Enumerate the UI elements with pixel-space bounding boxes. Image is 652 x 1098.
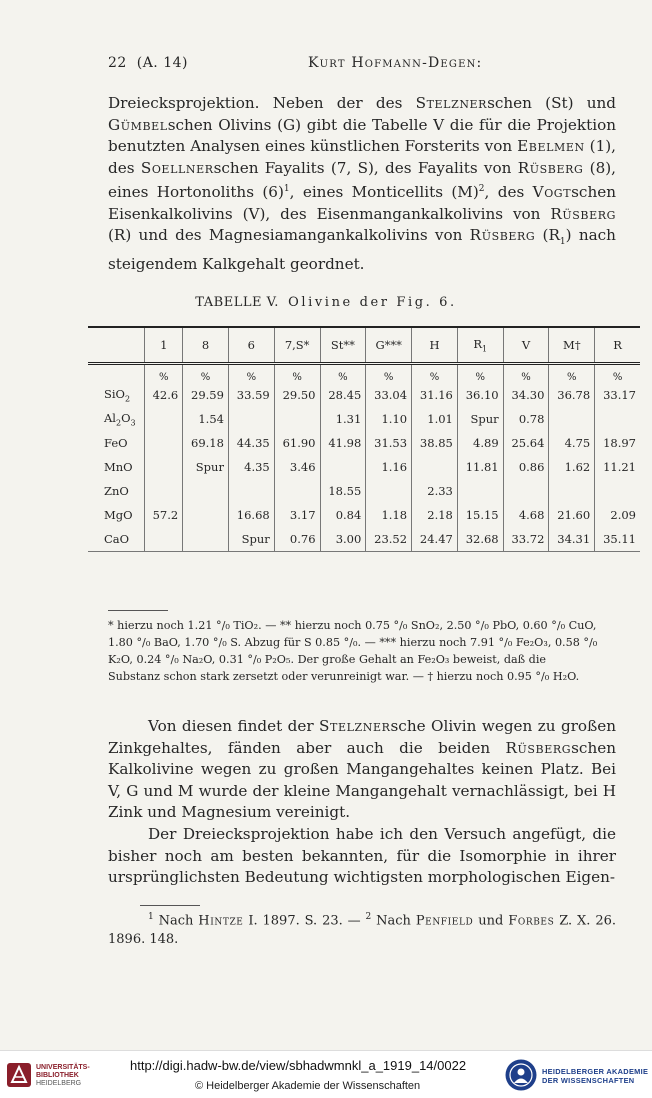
table-cell: 32.68: [457, 527, 503, 552]
table-cell: 16.68: [228, 503, 274, 527]
table-cell: 4.68: [503, 503, 549, 527]
table-row: [88, 407, 640, 431]
oxide-label: ZnO: [104, 484, 129, 498]
table-cell: 0.78: [503, 407, 549, 431]
table-cell: [183, 479, 229, 503]
table-cell: [183, 503, 229, 527]
table-cell: [320, 455, 366, 479]
oxide-label: MnO: [104, 460, 133, 474]
column-header: V: [503, 327, 549, 364]
paragraph-discussion: Von diesen findet der Stelznersche Olivin wegen zu großen Zinkgehaltes, fänden aber auch die beiden Rüsbergschen Kalkolivine wegen zu großen Mangangehaltes keinen Platz. Bei V, G und M wurde der kleine Mangangehalt vernachlässigt, bei H Zink und Magnesium vereinigt.: [108, 717, 616, 821]
table-cell: 1.62: [549, 455, 595, 479]
table-cell: [412, 455, 458, 479]
table-cell: 15.15: [457, 503, 503, 527]
table-cell: 1.18: [366, 503, 412, 527]
unit-cell: %: [412, 364, 458, 384]
unit-cell: %: [457, 364, 503, 384]
oxide-label: FeO: [104, 436, 128, 450]
oxide-label: $Al_2O_3$: [104, 410, 136, 428]
unit-cell: %: [228, 364, 274, 384]
table-cell: 28.45: [320, 383, 366, 407]
table-footnote: * hierzu noch 1.21 °/₀ TiO₂. — ** hierzu noch 0.75 °/₀ SnO₂, 2.50 °/₀ PbO, 0.60 °/₀ CuO, 1.80 °/₀ BaO, 1.70 °/₀ S. Abzug für S 0.85 °/₀. — *** hierzu noch 7.91 °/₀ Fe₂O₃, 0.58 °/₀ K₂O, 0.24 °/₀ Na₂O, 0.31 °/₀ P₂O₅. Der große Gehalt an Fe₂O₃ beweist, daß die Substanz schon stark zersetzt oder verunreinigt war. — † hierzu noch 0.95 °/₀ H₂O.: [108, 619, 598, 683]
table-cell: [503, 479, 549, 503]
table-cell: 34.30: [503, 383, 549, 407]
table-header-row: [88, 327, 640, 364]
table-cell: 1.01: [412, 407, 458, 431]
column-header: 7,S*: [274, 327, 320, 364]
table-cell: [274, 479, 320, 503]
column-header: 6: [228, 327, 274, 364]
table-caption: TABELLE V. Olivine der Fig. 6.: [195, 295, 457, 310]
table-cell: 29.59: [183, 383, 229, 407]
table-cell: 42.6: [145, 383, 183, 407]
table-cell: [457, 479, 503, 503]
table-cell: 31.53: [366, 431, 412, 455]
table-cell: 3.17: [274, 503, 320, 527]
table-cell: [145, 431, 183, 455]
table-cell: 18.55: [320, 479, 366, 503]
table-cell: 33.72: [503, 527, 549, 552]
table-cell: 35.11: [595, 527, 640, 552]
table-cell: 61.90: [274, 431, 320, 455]
library-emblem-icon: [6, 1062, 32, 1088]
table-cell: 24.47: [412, 527, 458, 552]
column-header: 8: [183, 327, 229, 364]
table-cell: [228, 479, 274, 503]
page-number: 22 (A. 14): [108, 55, 188, 71]
unit-cell: %: [183, 364, 229, 384]
column-header: H: [412, 327, 458, 364]
table-cell: 11.21: [595, 455, 640, 479]
unit-cell: %: [320, 364, 366, 384]
table-cell: Spur: [183, 455, 229, 479]
table-cell: [595, 407, 640, 431]
unit-cell: %: [549, 364, 595, 384]
table-cell: 2.33: [412, 479, 458, 503]
column-header: $R_1$: [457, 327, 503, 364]
table-cell: 44.35: [228, 431, 274, 455]
table-cell: 3.00: [320, 527, 366, 552]
table-cell: 33.04: [366, 383, 412, 407]
table-cell: 69.18: [183, 431, 229, 455]
table-cell: 2.18: [412, 503, 458, 527]
unit-cell: [88, 364, 145, 384]
table-row: [88, 455, 640, 479]
table-cell: [145, 527, 183, 552]
running-title: Kurt Hofmann-Degen:: [308, 55, 483, 71]
table-cell: [366, 479, 412, 503]
table-cell: 3.46: [274, 455, 320, 479]
table-cell: 33.59: [228, 383, 274, 407]
table-cell: [145, 479, 183, 503]
table-cell: 0.76: [274, 527, 320, 552]
column-header: G***: [366, 327, 412, 364]
academy-seal-icon: [504, 1058, 538, 1092]
table-cell: 31.16: [412, 383, 458, 407]
academy-logo[interactable]: HEIDELBERGER AKADEMIE DER WISSENSCHAFTEN: [504, 1058, 649, 1094]
olivine-table: [88, 326, 640, 552]
table-cell: 11.81: [457, 455, 503, 479]
table-cell: 18.97: [595, 431, 640, 455]
table-row: [88, 503, 640, 527]
table-cell: 1.16: [366, 455, 412, 479]
unit-row: [88, 364, 640, 384]
table-row: [88, 479, 640, 503]
unit-cell: %: [595, 364, 640, 384]
university-library-logo[interactable]: UNIVERSITÄTS- BIBLIOTHEK HEIDELBERG: [6, 1060, 116, 1092]
table-cell: [145, 407, 183, 431]
oxide-label: CaO: [88, 527, 145, 552]
copyright-notice: © Heidelberger Akademie der Wissenschaften: [195, 1080, 421, 1092]
permalink-url[interactable]: http://digi.hadw-bw.de/view/sbhadwmnkl_a_1919_14/0022: [130, 1058, 467, 1073]
table-cell: 36.78: [549, 383, 595, 407]
table-cell: 1.31: [320, 407, 366, 431]
table-cell: 1.10: [366, 407, 412, 431]
table-cell: 41.98: [320, 431, 366, 455]
table-cell: 0.84: [320, 503, 366, 527]
page-footnotes: $^1$ Nach Hintze I. 1897. S. 23. — $^2$ Nach Penfield und Forbes Z. X. 26. 1896. 148.: [108, 912, 616, 948]
unit-cell: %: [366, 364, 412, 384]
table-cell: [595, 479, 640, 503]
unit-cell: %: [145, 364, 183, 384]
table-cell: Spur: [228, 527, 274, 552]
page-footnote-divider: [140, 905, 200, 906]
column-header: St**: [320, 327, 366, 364]
table-cell: 36.10: [457, 383, 503, 407]
paragraph-projection: Der Dreiecksprojektion habe ich den Versuch angefügt, die bisher noch am besten bekannten, für die Isomorphie in ihrer ursprünglichsten Bedeutung wichtigsten morphologischen Eigen-: [108, 825, 616, 886]
table-cell: 23.52: [366, 527, 412, 552]
table-cell: [274, 407, 320, 431]
column-header: 1: [145, 327, 183, 364]
table-cell: 4.75: [549, 431, 595, 455]
table-row: [88, 431, 640, 455]
table-cell: 33.17: [595, 383, 640, 407]
table-cell: 25.64: [503, 431, 549, 455]
footnote-divider: [108, 610, 168, 611]
column-header: [88, 327, 145, 364]
table-row: [88, 527, 640, 552]
table-cell: 2.09: [595, 503, 640, 527]
table-cell: 29.50: [274, 383, 320, 407]
oxide-label: SiO$_2$: [104, 386, 131, 404]
unit-cell: %: [503, 364, 549, 384]
table-cell: [228, 407, 274, 431]
column-header: R: [595, 327, 640, 364]
table-cell: 1.54: [183, 407, 229, 431]
table-cell: 4.89: [457, 431, 503, 455]
table-row: [88, 383, 640, 407]
paragraph-intro: Dreiecksprojektion. Neben der des Stelznerschen (St) und Gümbelschen Olivins (G) gibt die Tabelle V die für die Projektion benutzten Analysen eines künstlichen Forsterits von Ebelmen (1), des Soellnerschen Fayalits (7, S), des Fayalits von Rüsberg (8), eines Hortonoliths $(6)^1$, eines Monticellits $(M)^2$, des Vogtschen Eisenkalkolivins (V), des Eisenmangankalkolivins von Rüsberg (R) und des Magnesiamangankalkolivins von Rüsberg $(R_1)$ nach steigendem Kalkgehalt geordnet.: [108, 94, 617, 273]
unit-cell: %: [274, 364, 320, 384]
table-cell: 34.31: [549, 527, 595, 552]
table-cell: [183, 527, 229, 552]
table-cell: 57.2: [145, 503, 183, 527]
column-header: M†: [549, 327, 595, 364]
table-cell: 0.86: [503, 455, 549, 479]
table-cell: 38.85: [412, 431, 458, 455]
table-cell: [549, 407, 595, 431]
oxide-label: MgO: [104, 508, 133, 522]
table-cell: [549, 479, 595, 503]
table-cell: [145, 455, 183, 479]
table-cell: Spur: [457, 407, 503, 431]
viewer-footer: [0, 1050, 652, 1098]
table-cell: 21.60: [549, 503, 595, 527]
table-cell: 4.35: [228, 455, 274, 479]
